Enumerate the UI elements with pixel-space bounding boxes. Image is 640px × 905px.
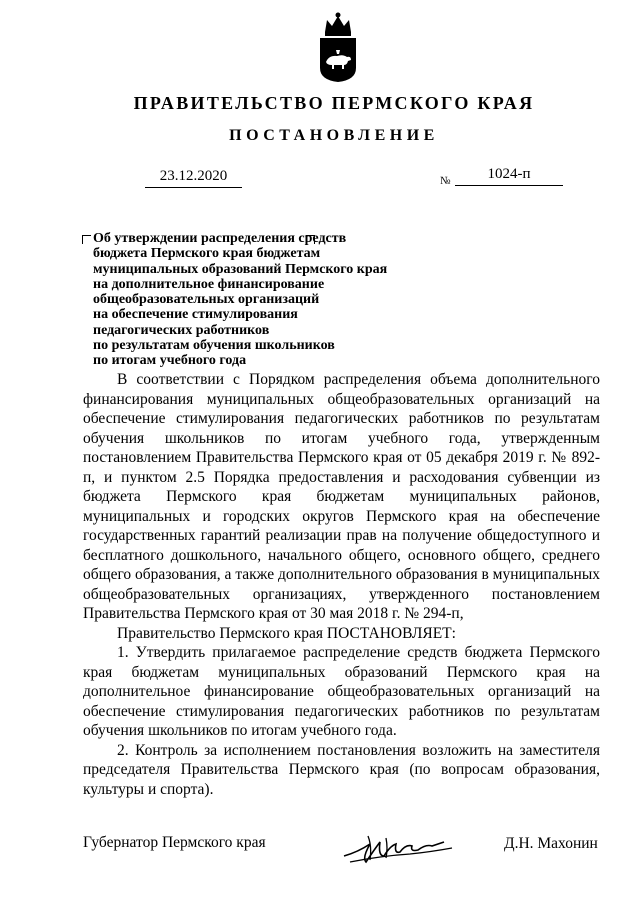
heading-line: Об утверждении распределения средств	[93, 231, 347, 246]
heading-line: по итогам учебного года	[93, 353, 247, 369]
organization-title: ПРАВИТЕЛЬСТВО ПЕРМСКОГО КРАЯ	[133, 93, 535, 113]
title-bracket-left	[82, 235, 91, 244]
document-body	[83, 370, 600, 799]
clause-1: 1. Утвердить прилагаемое распределение средств бюджета Пермского края бюджетам муниципальных образований Пермского края на дополнительное финансирование общеобразовательных организаций на обеспечение стимулирования педагогических работников по результатам обучения школьников по итогам учебного года.	[83, 644, 600, 739]
heading-line: на дополнительное финансирование	[93, 276, 325, 292]
document-number: 1024-п	[455, 166, 563, 186]
document-type: ПОСТАНОВЛЕНИЕ	[229, 127, 439, 144]
heading-line: бюджета Пермского края бюджетам	[93, 246, 321, 262]
handwritten-signature	[340, 822, 460, 872]
resolution-statement: Правительство Пермского края ПОСТАНОВЛЯЕТ:	[117, 624, 456, 642]
heading-line: на обеспечение стимулирования	[93, 307, 298, 323]
clause-2: 2. Контроль за исполнением постановления возложить на заместителя председателя Правительства Пермского края (по вопросам образования, культуры и спорта).	[83, 741, 600, 798]
heading-line: педагогических работников	[93, 322, 270, 338]
heading-line: муниципальных образований Пермского края	[93, 261, 388, 277]
document-date: 23.12.2020	[145, 168, 242, 188]
coat-of-arms-emblem	[317, 10, 359, 84]
signatory-position: Губернатор Пермского края	[83, 834, 266, 851]
number-label: №	[440, 175, 451, 187]
heading-line: по результатам обучения школьников	[93, 338, 335, 354]
preamble-paragraph: В соответствии с Порядком распределения объема дополнительного финансирования муниципальных общеобразовательных организаций на обеспечение стимулирования педагогических работников по результатам обучения школьников по итогам учебного года, утвержденным постановлением Правительства Пермского края от 05 декабря 2019 г. № 892-п, и пунктом 2.5 Порядка предоставления и расходования субвенции из бюджета Пермского края бюджетам муниципальных районов, муниципальных и городских округов Пермского края на обеспечение государственных гарантий реализации прав на получение общедоступного и бесплатного дошкольного, начального общего, основного общего, среднего общего образования, а также дополнительного образования в муниципальных общеобразовательных организациях, утвержденного постановлением Правительства Пермского края от 30 мая 2018 г. № 294-п,	[83, 371, 600, 622]
heading-line: общеобразовательных организаций	[93, 292, 320, 308]
signatory-name: Д.Н. Махонин	[504, 835, 598, 852]
document-heading	[93, 231, 433, 369]
